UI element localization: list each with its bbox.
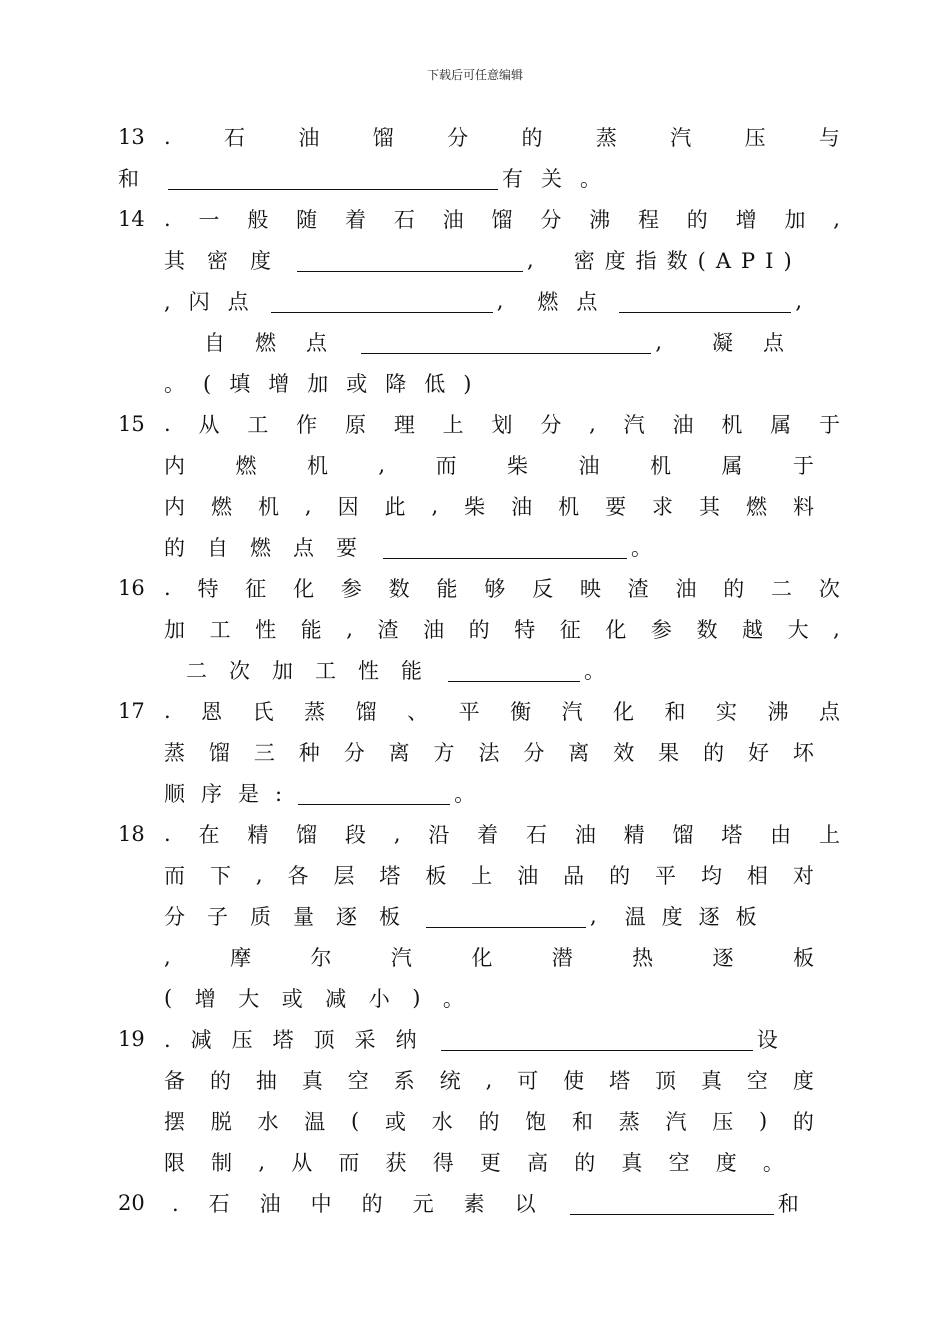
q18-comma: , [590,904,597,928]
q15-period: 。 [631,536,652,560]
q15-text: . 从 工 作 原 理 上 划 分 , 汽 油 机 属 于 [164,412,840,437]
q16-blank[interactable] [448,659,580,682]
q20-blank[interactable] [570,1192,774,1215]
q18-line-4 [164,941,814,973]
q14-line-2 [164,244,840,276]
q13-text-and: 和 [118,167,139,191]
q17-line-2 [164,736,814,768]
q16-text-3: 二次加工性能 [186,659,444,683]
q14-flash: ,闪点 [164,290,267,314]
q14-comma-3: , [795,289,803,313]
q19-line-4 [164,1146,784,1178]
q16-period: 。 [584,659,605,683]
q17-line-1 [118,695,840,727]
question-number: 17 [118,699,145,723]
q15-line-3 [164,490,814,522]
q18-text-4: , 摩 尔 汽 化 潜 热 逐 板 [164,945,814,970]
question-number: 14 [118,207,145,231]
question-number: 18 [118,822,145,846]
q14-comma-4: , [655,330,662,354]
q17-text-3: 顺序是: [164,782,299,806]
q14-hint: 。(填增加或降低) [164,372,490,396]
q15-line-4 [164,531,840,563]
q19-text-2: 备 的 抽 真 空 系 统 , 可 使 塔 顶 真 空 度 [164,1068,814,1093]
q14-blank-flash[interactable] [271,290,493,313]
q20-text: .石油中的元素以 [172,1192,566,1216]
q13-line-1 [118,121,840,153]
q14-line-5 [164,367,544,399]
q14-blank-fire[interactable] [619,290,791,313]
q15-blank[interactable] [383,536,627,559]
q14-pour: 凝点 [712,331,814,355]
q18-line-2 [164,859,814,891]
q17-period: 。 [454,782,476,806]
question-number: 20 [118,1191,145,1215]
q13-text-end: 有关。 [502,167,619,191]
q14-blank-autoignition[interactable] [361,331,651,354]
q13-text: . 石 油 馏 分 的 蒸 汽 压 与 [164,125,840,150]
question-number: 15 [118,412,145,436]
q19-text-end: 设 [756,1028,778,1052]
q15-text-3: 内 燃 机 , 因 此 , 柴 油 机 要 求 其 燃 料 [164,494,814,519]
q18-hint: ( 增 大 或 减 小 ) 。 [164,986,464,1011]
q15-line-2 [164,449,814,481]
q18-line-3 [164,900,814,932]
q19-line-1 [118,1023,840,1055]
q17-line-3 [164,777,814,809]
q14-autoignition: 自燃点 [204,331,357,355]
q17-text: . 恩 氏 蒸 馏 、 平 衡 汽 化 和 实 沸 点 [164,699,840,724]
q18-text: . 在 精 馏 段 , 沿 着 石 油 精 馏 塔 由 上 [164,822,840,847]
q20-text-end: 和 [777,1192,799,1216]
question-number: 19 [118,1027,145,1051]
q20-line-1 [118,1187,840,1219]
q16-text: . 特 征 化 参 数 能 够 反 映 渣 油 的 二 次 [164,576,840,601]
q18-line-1 [118,818,840,850]
q13-blank[interactable] [168,167,498,190]
q15-text-4: 的自燃点要 [164,536,379,560]
q18-line-5 [164,982,464,1014]
q18-text-2: 而 下 , 各 层 塔 板 上 油 品 的 平 均 相 对 [164,863,814,888]
q14-api: 密度指数(API) [573,249,802,273]
q19-text-4: 限 制 , 从 而 获 得 更 高 的 真 空 度 。 [164,1150,784,1175]
q16-text-2: 加 工 性 能 , 渣 油 的 特 征 化 参 数 越 大 , [164,617,840,642]
q16-line-1 [118,572,840,604]
q15-line-1 [118,408,840,440]
q13-line-2 [118,162,840,194]
question-number: 16 [118,576,145,600]
q15-text-2: 内 燃 机 , 而 柴 油 机 属 于 [164,453,814,478]
q18-blank-1[interactable] [426,905,586,928]
q17-text-2: 蒸 馏 三 种 分 离 方 法 分 离 效 果 的 好 坏 [164,741,814,765]
q16-line-2 [164,613,840,645]
q14-line-3 [164,285,840,317]
q19-line-3 [164,1105,814,1137]
q14-text: . 一 般 随 着 石 油 馏 分 沸 程 的 增 加 , [164,207,840,232]
q14-density: 其密度 [164,249,293,273]
question-number: 13 [118,125,145,149]
q14-fire: 燃点 [537,290,616,314]
q19-line-2 [164,1064,814,1096]
q17-blank[interactable] [298,782,450,805]
q14-blank-density[interactable] [297,249,523,272]
q14-line-4 [204,326,814,358]
q18-text-3: 分子质量逐板 [164,905,422,929]
q16-line-3 [186,654,786,686]
q19-blank[interactable] [441,1028,753,1051]
q14-line-1 [118,203,840,235]
q14-comma: , [527,248,534,272]
q19-text-3: 摆 脱 水 温 ( 或 水 的 饱 和 蒸 汽 压 ) 的 [164,1109,814,1134]
q18-text-temp: 温度逐板 [624,905,773,929]
page-header: 下载后可任意编辑 [426,68,523,82]
q14-comma-2: , [496,289,504,313]
q19-text: .减压塔顶采纳 [164,1028,437,1052]
